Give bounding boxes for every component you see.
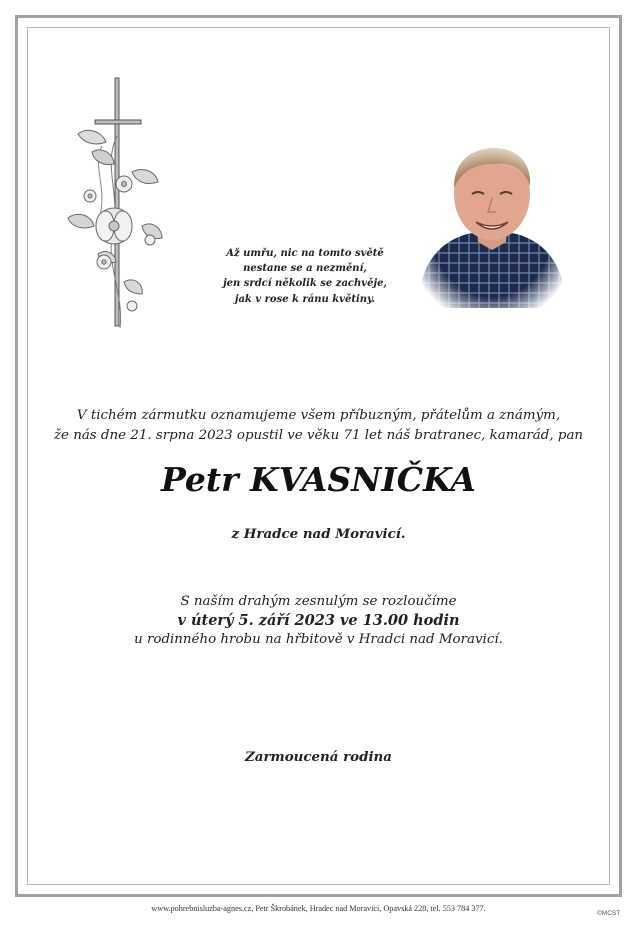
verse-line: Až umřu, nic na tomto světě bbox=[226, 248, 384, 259]
funeral-date: v úterý 5. září 2023 ve 13.00 hodin bbox=[177, 612, 460, 629]
announcement-line: V tichém zármutku oznamujeme všem příbuzným, přátelům a známým, bbox=[76, 408, 561, 423]
memorial-verse bbox=[195, 246, 415, 307]
copyright-mark: ©MCST bbox=[597, 910, 621, 917]
verse-line: jak v rose k ránu květiny. bbox=[234, 293, 376, 305]
deceased-origin: z Hradce nad Moravicí. bbox=[231, 526, 406, 542]
announcement-text bbox=[40, 406, 597, 446]
farewell-details bbox=[40, 592, 597, 649]
farewell-intro: S naším drahým zesnulým se rozloučíme bbox=[180, 594, 457, 609]
portrait-photo bbox=[414, 138, 570, 308]
verse-line: nestane se a nezmění, bbox=[243, 263, 367, 275]
cross-with-flowers-icon bbox=[62, 76, 166, 336]
footer-contact: www.pohrebnisluzba-agnes.cz, Petr Škrobánek, Hradec nad Moravicí, Opavská 228, tel. 553 784 377. bbox=[151, 904, 486, 913]
signature: Zarmoucená rodina bbox=[245, 749, 392, 765]
announcement-line: že nás dne 21. srpna 2023 opustil ve věku 71 let náš bratranec, kamarád, pan bbox=[53, 428, 584, 443]
funeral-place: u rodinného hrobu na hřbitově v Hradci nad Moravicí. bbox=[134, 632, 503, 647]
verse-line: jen srdcí několik se zachvěje, bbox=[223, 278, 387, 290]
deceased-name: Petr KVASNIČKA bbox=[160, 460, 476, 499]
